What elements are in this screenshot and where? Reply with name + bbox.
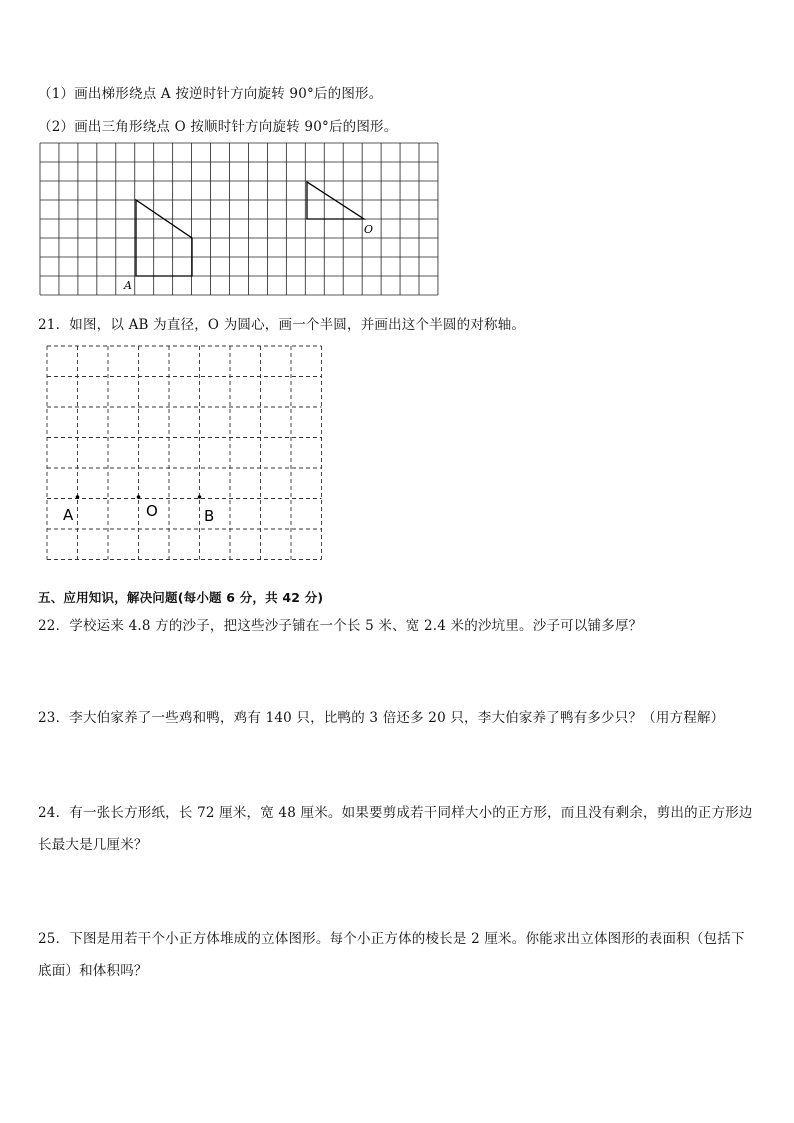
- q20-label-o: O: [364, 223, 374, 236]
- q21-label-o: O: [146, 502, 158, 520]
- q20-part1: （1）画出梯形绕点 A 按逆时针方向旋转 90°后的图形。: [38, 86, 383, 102]
- q21-label-a: A: [63, 506, 74, 524]
- q20-grid-lines: [40, 143, 438, 295]
- q21-grid-lines: [47, 346, 322, 560]
- q22-text: 22．学校运来 4.8 方的沙子，把这些沙子铺在一个长 5 米、宽 2.4 米的沙坑里。沙子可以铺多厚？: [38, 618, 643, 634]
- q25-line2: 底面）和体积吗？: [38, 963, 148, 979]
- q20-part2: （2）画出三角形绕点 O 按顺时针方向旋转 90°后的图形。: [38, 119, 398, 135]
- q21-point-o: [137, 495, 141, 499]
- q21-label-b: B: [204, 507, 215, 525]
- q24-line2: 长最大是几厘米？: [38, 837, 148, 853]
- section5-title: 五、应用知识，解决问题(每小题 6 分，共 42 分): [38, 590, 324, 605]
- q21-point-a: [76, 495, 80, 499]
- q21-text: 21．如图，以 AB 为直径，O 为圆心，画一个半圆，并画出这个半圆的对称轴。: [38, 317, 526, 333]
- q24-line1: 24．有一张长方形纸，长 72 厘米，宽 48 厘米。如果要剪成若干同样大小的正方形，而且没有剩余，剪出的正方形边: [38, 805, 753, 821]
- q25-line1: 25．下图是用若干个小正方体堆成的立体图形。每个小正方体的棱长是 2 厘米。你能求出立体图形的表面积（包括下: [38, 931, 745, 947]
- q20-triangle: [307, 182, 364, 219]
- q21-grid-figure: [47, 346, 327, 561]
- q20-grid-figure: [40, 143, 440, 298]
- q23-text: 23．李大伯家养了一些鸡和鸭，鸡有 140 只，比鸭的 3 倍还多 20 只，李大伯家养了鸭有多少只？（用方程解）: [38, 710, 725, 726]
- q20-label-a: A: [124, 279, 132, 292]
- q21-point-b: [198, 495, 202, 499]
